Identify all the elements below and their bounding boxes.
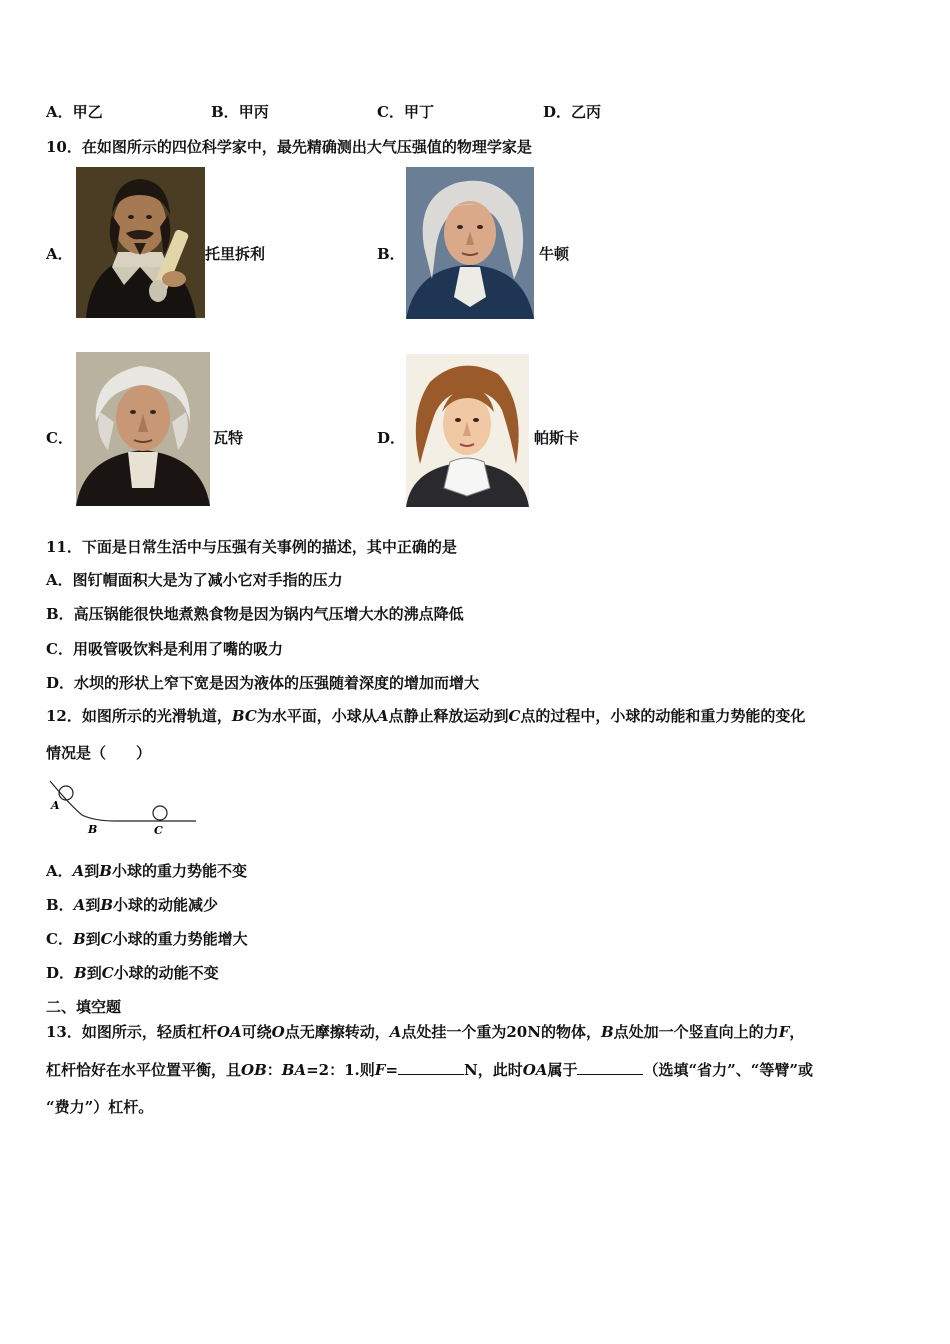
q11-option-d: D．水坝的形状上窄下宽是因为液体的压强随着深度的增加而增大	[46, 674, 480, 692]
q12-option-a: A．A到B小球的重力势能不变	[46, 862, 247, 880]
q12-option-d: D．B到C小球的动能不变	[46, 964, 219, 982]
q10-option-a-letter: A．	[46, 245, 73, 263]
q11-option-b: B．高压锅能很快地煮熟食物是因为锅内气压增大水的沸点降低	[46, 605, 464, 623]
q13-line3: “费力”）杠杆。	[46, 1098, 154, 1116]
torricelli-portrait-icon	[76, 167, 205, 318]
q10-option-b-letter: B．	[377, 245, 405, 263]
label-b: B	[88, 823, 98, 836]
section-title: 二、填空题	[46, 998, 122, 1016]
q11-option-a: A．图钉帽面积大是为了减小它对手指的压力	[46, 571, 343, 589]
q9-option-d: D．乙丙	[543, 103, 602, 121]
q12-option-b: B．A到B小球的动能减少	[46, 896, 219, 914]
q10-option-c-letter: C．	[46, 429, 73, 447]
q12-option-c: C．B到C小球的重力势能增大	[46, 930, 248, 948]
q9-option-a: A．甲乙	[46, 103, 103, 121]
label-a: A	[51, 799, 60, 812]
label-c: C	[154, 824, 163, 837]
q11-stem: 11．下面是日常生活中与压强有关事例的描述，其中正确的是	[46, 538, 457, 556]
q10-stem: 10．在如图所示的四位科学家中，最先精确测出大气压强值的物理学家是	[46, 138, 532, 156]
newton-portrait-icon	[406, 167, 534, 319]
q11-option-c: C．用吸管吸饮料是利用了嘴的吸力	[46, 640, 283, 658]
q13-line1: 13．如图所示，轻质杠杆OA可绕O点无摩擦转动，A点处挂一个重为20N的物体，B点处加一个竖直向上的力F，	[46, 1023, 805, 1041]
ball-at-a	[59, 786, 73, 800]
q10-option-d-name: 帕斯卡	[534, 429, 580, 447]
q10-option-a-name: 托里拆利	[205, 245, 266, 263]
answer-blank-force[interactable]	[398, 1060, 464, 1075]
answer-blank-lever-type[interactable]	[577, 1060, 643, 1075]
ball-at-c	[153, 806, 167, 820]
track-diagram	[46, 775, 206, 839]
track-curve	[50, 781, 196, 821]
q9-option-b: B．甲丙	[211, 103, 269, 121]
q13-line2: 杠杆恰好在水平位置平衡，且OB：BA=2：1.则F= N，此时OA属于 （选填“省力”、“等臂”或	[46, 1061, 813, 1079]
q12-stem-line1: 12．如图所示的光滑轨道，BC为水平面，小球从A点静止释放运动到C点的过程中，小球的动能和重力势能的变化	[46, 707, 806, 725]
q10-option-d-letter: D．	[377, 429, 406, 447]
q12-stem-line2: 情况是（ ）	[46, 744, 152, 762]
pascal-portrait-icon	[406, 354, 529, 507]
watt-portrait-icon	[76, 352, 210, 506]
q10-option-c-name: 瓦特	[213, 429, 244, 447]
q9-option-c: C．甲丁	[377, 103, 434, 121]
q10-option-b-name: 牛顿	[539, 245, 570, 263]
